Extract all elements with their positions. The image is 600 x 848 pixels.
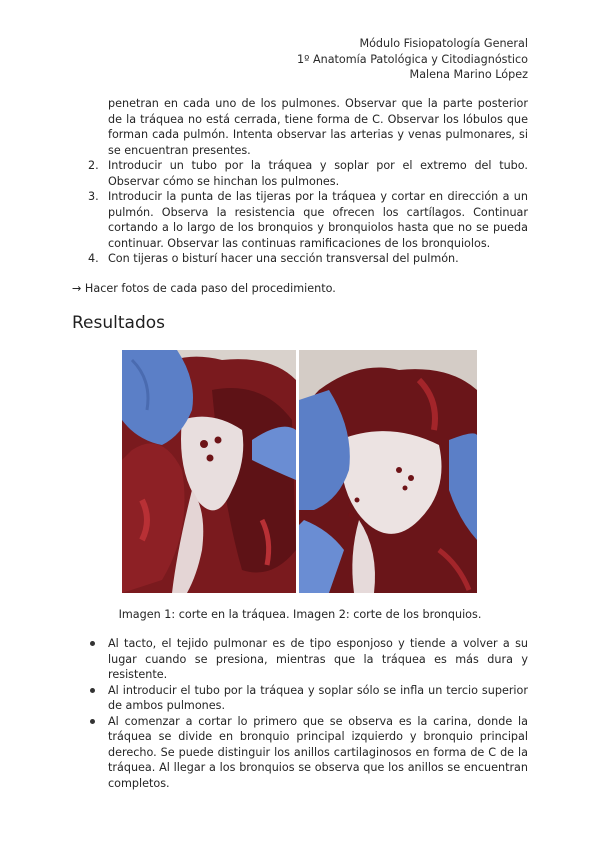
results-list (88, 636, 528, 791)
list-item (88, 714, 528, 792)
figure-caption: Imagen 1: corte en la tráquea. Imagen 2: corte de los bronquios. (118, 608, 482, 621)
procedure-steps (88, 158, 528, 267)
step-text: Introducir un tubo por la tráquea y soplar por el extremo del tubo. Observar cómo se hinchan los pulmones. (108, 159, 528, 188)
continued-paragraph: penetran en cada uno de los pulmones. Observar que la parte posterior de la tráquea no está cerrada, tiene forma de C. Observar los lóbulos que forman cada pulmón. Intenta observar las arterias y venas pulmonares, si se encuentran presentes. (108, 97, 528, 157)
results-figure (122, 350, 477, 593)
document-header (297, 36, 528, 83)
header-author: Malena Marino López (409, 68, 528, 81)
list-item (88, 251, 528, 267)
header-module: Módulo Fisiopatología General (359, 37, 528, 50)
bullet-icon (90, 719, 95, 724)
photo-note: → Hacer fotos de cada paso del procedimiento. (72, 282, 336, 295)
list-item (88, 683, 528, 714)
section-title: Resultados (72, 313, 165, 333)
photo-trachea-cut (122, 350, 296, 593)
step-text: Con tijeras o bisturí hacer una sección transversal del pulmón. (108, 252, 459, 265)
bullet-icon (90, 688, 95, 693)
result-text: Al tacto, el tejido pulmonar es de tipo esponjoso y tiende a volver a su lugar cuando se presiona, mientras que la tráquea es más dura y resistente. (108, 637, 528, 681)
list-item (88, 636, 528, 683)
step-number: 3. (88, 190, 99, 203)
list-item (88, 189, 528, 251)
result-text: Al comenzar a cortar lo primero que se observa es la carina, donde la tráquea se divide en bronquio principal izquierdo y bronquio principal derecho. Se puede distinguir los anillos cartilaginosos en forma de C de la tráquea. Al llegar a los bronquios se observa que los anillos se encuentran completos. (108, 714, 528, 790)
step-number: 2. (88, 159, 99, 172)
bullet-icon (90, 641, 95, 646)
header-course: 1º Anatomía Patológica y Citodiagnóstico (297, 52, 528, 66)
step-text: Introducir la punta de las tijeras por la tráquea y cortar en dirección a un pulmón. Observa la resistencia que ofrecen los cartílagos. Continuar cortando a lo largo de los bronquios y bronquiolos hasta que no se pueda continuar. Observar las continuas ramificaciones de los bronquiolos. (108, 190, 528, 250)
step-number: 4. (88, 252, 99, 265)
list-item (88, 158, 528, 189)
photo-bronchi-cut (299, 350, 477, 593)
result-text: Al introducir el tubo por la tráquea y soplar sólo se infla un tercio superior de ambos pulmones. (108, 683, 528, 712)
